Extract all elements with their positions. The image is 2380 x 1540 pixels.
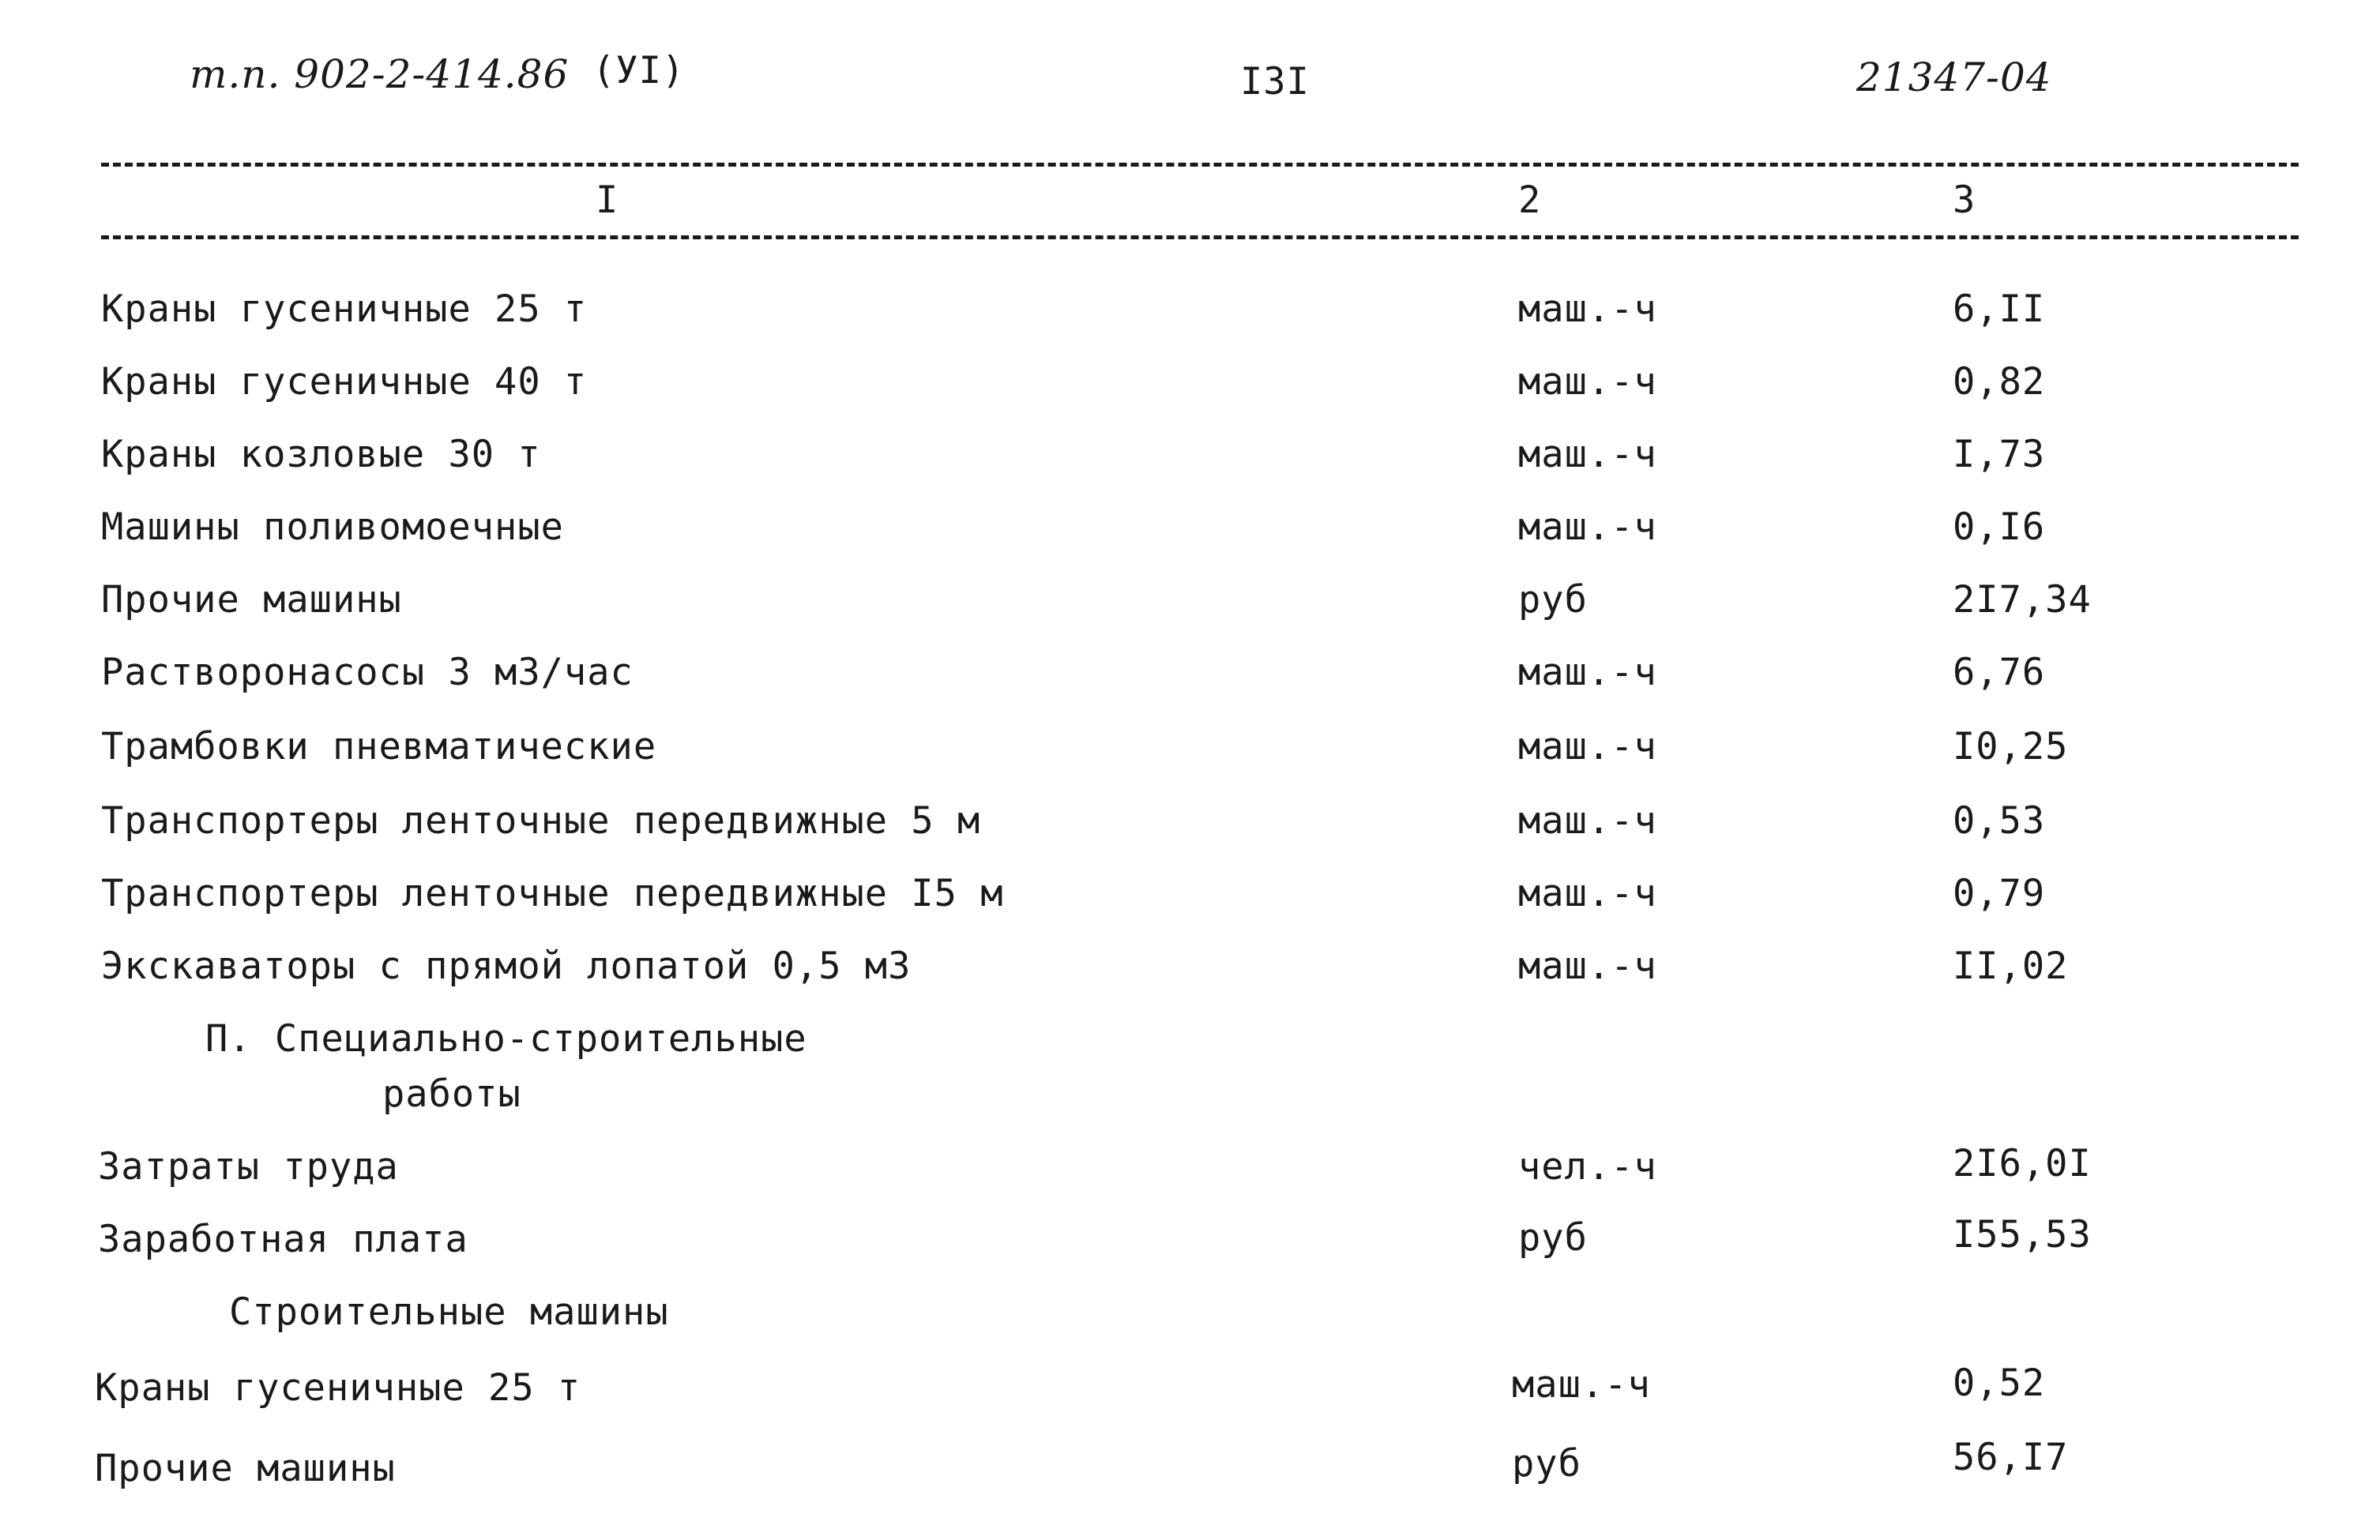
row-value: 0,82 xyxy=(1953,360,2046,404)
sheet-code: 21347-04 xyxy=(1856,54,2052,100)
row-unit: маш.-ч xyxy=(1518,287,1657,331)
row-unit: руб xyxy=(1518,1216,1588,1260)
row-value: II,02 xyxy=(1953,945,2069,988)
row-unit: маш.-ч xyxy=(1518,433,1657,476)
row-unit: маш.-ч xyxy=(1518,505,1657,549)
row-value: 0,79 xyxy=(1953,872,2046,915)
section-heading: П. Специально-строительные xyxy=(205,1017,807,1061)
row-value: 2I6,0I xyxy=(1953,1142,2092,1185)
row-unit: маш.-ч xyxy=(1518,725,1657,768)
row-name: Машины поливомоечные xyxy=(101,505,564,549)
row-unit: маш.-ч xyxy=(1518,360,1657,404)
row-unit: маш.-ч xyxy=(1518,799,1657,843)
row-unit: руб xyxy=(1518,578,1588,622)
row-value: 0,52 xyxy=(1953,1362,2046,1405)
row-unit: маш.-ч xyxy=(1518,945,1657,988)
row-name: Экскаваторы с прямой лопатой 0,5 м3 xyxy=(101,945,912,988)
row-unit: маш.-ч xyxy=(1518,872,1657,915)
document-code: т.п. 902-2-414.86 xyxy=(190,51,570,97)
row-value: 6,76 xyxy=(1953,651,2046,694)
column-header-3: 3 xyxy=(1953,178,1976,222)
table-header-rule xyxy=(101,235,2299,239)
row-name: Краны гусеничные 25 т xyxy=(101,287,588,331)
row-name: Трамбовки пневматические xyxy=(101,725,657,768)
row-name: Транспортеры ленточные передвижные 5 м xyxy=(101,799,981,843)
row-unit: чел.-ч xyxy=(1518,1145,1657,1189)
row-unit: маш.-ч xyxy=(1518,651,1657,694)
row-value: I0,25 xyxy=(1953,725,2069,768)
column-header-2: 2 xyxy=(1518,178,1542,222)
section-marker: (УI) xyxy=(592,49,686,92)
row-unit: маш.-ч xyxy=(1512,1363,1651,1407)
section-heading-continued: работы xyxy=(382,1072,521,1116)
row-name: Краны козловые 30 т xyxy=(101,433,541,476)
row-value: I55,53 xyxy=(1953,1213,2092,1256)
row-name: Краны гусеничные 25 т xyxy=(95,1366,581,1410)
row-value: 0,53 xyxy=(1953,799,2046,843)
row-value: 0,I6 xyxy=(1953,505,2046,549)
column-header-1: I xyxy=(596,178,619,222)
row-name: Прочие машины xyxy=(101,578,402,622)
row-name: Транспортеры ленточные передвижные I5 м xyxy=(101,872,1004,915)
row-name: Затраты труда xyxy=(98,1145,399,1189)
row-unit: руб xyxy=(1512,1442,1581,1486)
page-number: I3I xyxy=(1240,60,1310,103)
row-value: I,73 xyxy=(1953,433,2046,476)
row-value: 6,II xyxy=(1953,287,2046,331)
table-top-rule xyxy=(101,163,2299,167)
row-name: Прочие машины xyxy=(95,1447,396,1490)
row-value: 2I7,34 xyxy=(1953,578,2092,622)
subsection-heading: Строительные машины xyxy=(229,1290,669,1334)
row-value: 56,I7 xyxy=(1953,1436,2069,1479)
row-name: Растворонасосы 3 м3/час xyxy=(101,651,634,694)
row-name: Краны гусеничные 40 т xyxy=(101,360,588,404)
row-name: Заработная плата xyxy=(98,1218,468,1261)
